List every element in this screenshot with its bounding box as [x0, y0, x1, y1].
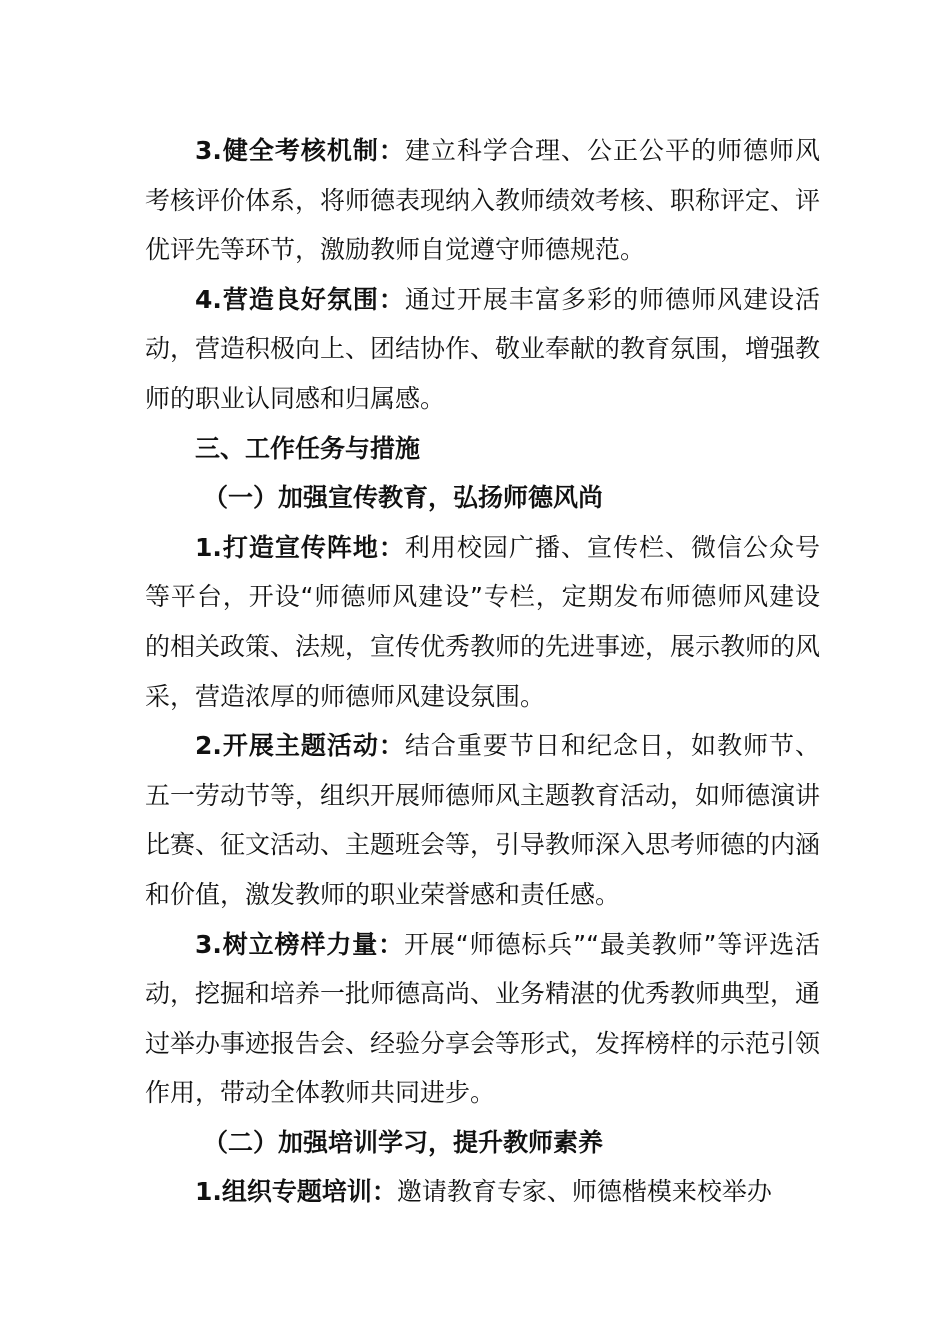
paragraph-lead: 2.开展主题活动： [195, 731, 405, 761]
paragraph-good-atmosphere [145, 275, 820, 424]
subsection-heading-training: （二）加强培训学习，提升教师素养 [203, 1127, 604, 1157]
paragraph-lead: 3.树立榜样力量： [195, 929, 404, 959]
paragraph-lead: 4.营造良好氛围： [195, 284, 405, 314]
paragraph-text: 邀请教育专家、师德楷模来校举办 [396, 1177, 772, 1207]
subsection-heading-propaganda: （一）加强宣传教育，弘扬师德风尚 [203, 483, 604, 513]
paragraph-lead: 3.健全考核机制： [195, 136, 405, 165]
paragraph-text: 结合重要节日和纪念日，如教师节、五一劳动节等，组织开展师德师风主题教育活动，如师德演讲比赛、征文活动、主题班会等，引导教师深入思考师德的内涵和价值，激发教师的职业荣誉感和责任感。 [145, 731, 821, 909]
paragraph-special-training [145, 1167, 820, 1217]
paragraph-propaganda-platform [145, 523, 820, 721]
paragraph-role-models [145, 920, 820, 1118]
paragraph-assessment-mechanism [145, 126, 820, 275]
paragraph-theme-activities [145, 721, 820, 919]
paragraph-text: 开展“师德标兵”“最美教师”等评选活动，挖掘和培养一批师德高尚、业务精湛的优秀教师典型，通过举办事迹报告会、经验分享会等形式，发挥榜样的示范引领作用，带动全体教师共同进步。 [145, 929, 821, 1108]
paragraph-text: 利用校园广播、宣传栏、微信公众号等平台，开设“师德师风建设”专栏，定期发布师德师风建设的相关政策、法规，宣传优秀教师的先进事迹，展示教师的风采，营造浓厚的师德师风建设氛围。 [145, 532, 821, 711]
paragraph-text: 建立科学合理、公正公平的师德师风考核评价体系，将师德表现纳入教师绩效考核、职称评定、评优评先等环节，激励教师自觉遵守师德规范。 [145, 136, 821, 265]
paragraph-lead: 1.打造宣传阵地： [195, 532, 405, 562]
paragraph-lead: 1.组织专题培训： [195, 1177, 397, 1207]
document-body [145, 126, 820, 1217]
paragraph-text: 通过开展丰富多彩的师德师风建设活动，营造积极向上、团结协作、敬业奉献的教育氛围，增强教师的职业认同感和归属感。 [145, 284, 821, 413]
section-heading: 三、工作任务与措施 [195, 433, 421, 463]
